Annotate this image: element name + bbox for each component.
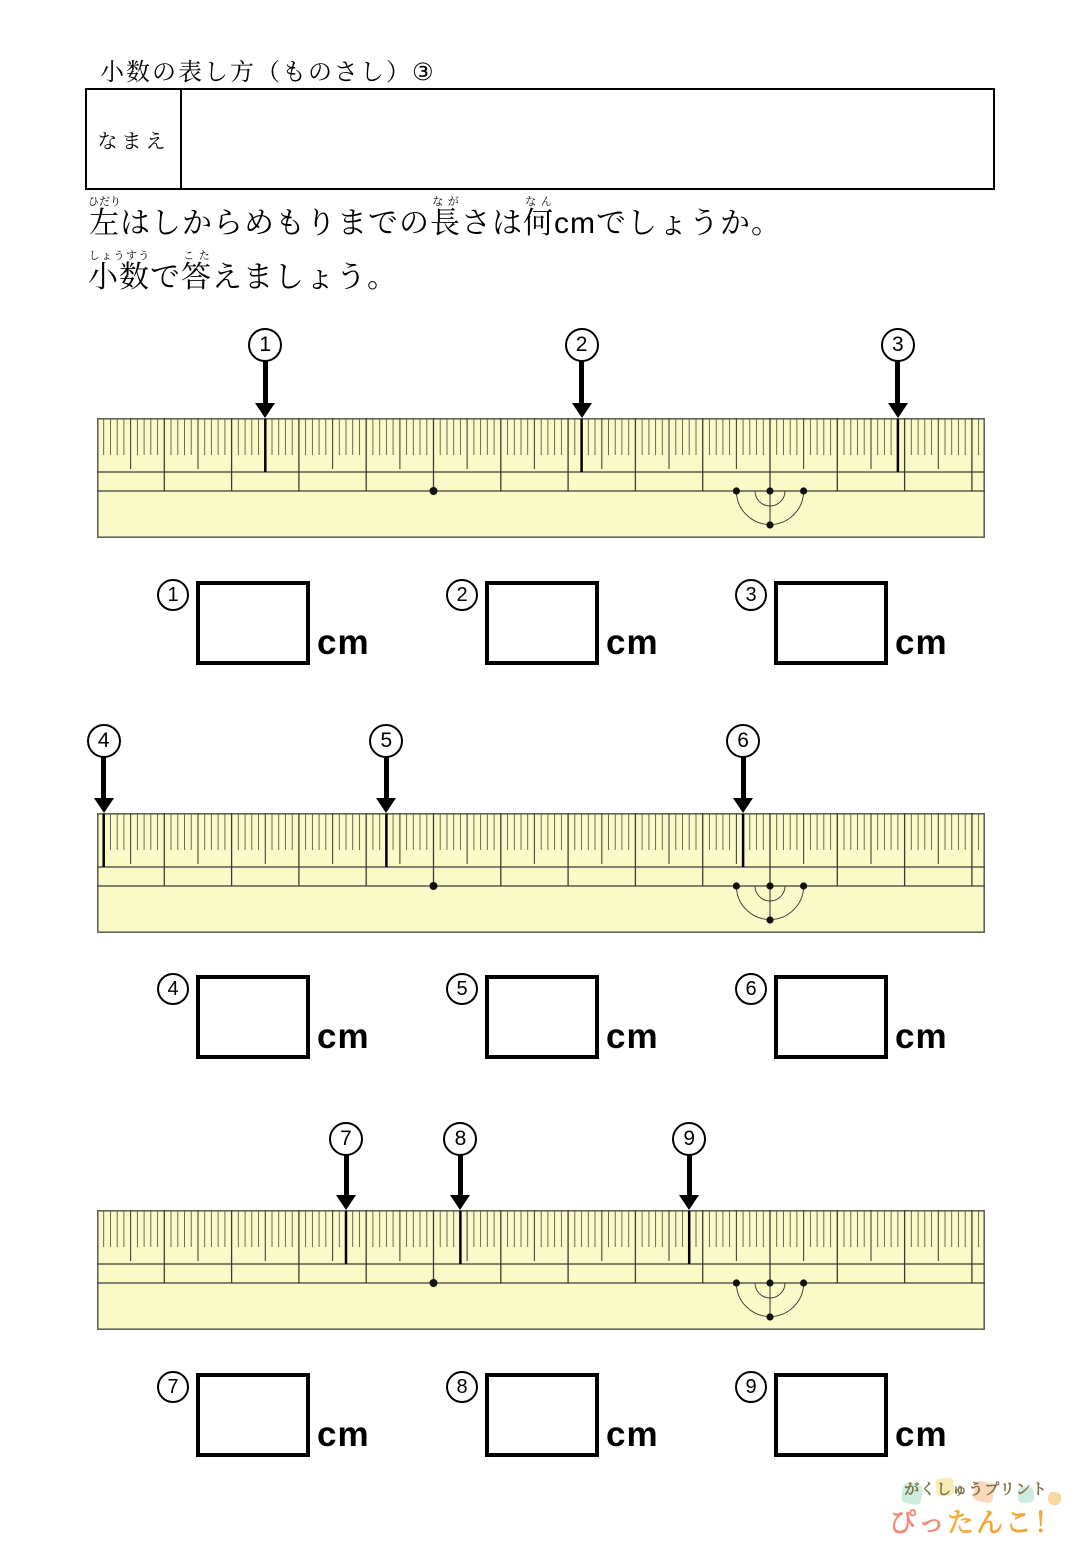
- marker-arrow-head: [733, 798, 753, 813]
- answer-label-7: 7: [157, 1371, 189, 1403]
- marker-label-8: 8: [443, 1122, 477, 1156]
- marker-arrow-head: [255, 403, 275, 418]
- marker-label-1: 1: [248, 328, 282, 362]
- answer-label-8: 8: [446, 1371, 478, 1403]
- instruction-line-1: 左ひだりはしからめもりまでの長ながさは何なんcmでしょうか。: [88, 196, 782, 240]
- answer-box-3[interactable]: [774, 581, 888, 665]
- brand-logo: [878, 1478, 1074, 1556]
- marker-label-6: 6: [726, 724, 760, 758]
- page-title: 小数の表し方（ものさし）③: [100, 59, 436, 86]
- marker-arrow-shaft: [384, 756, 389, 800]
- answer-unit-label: cm: [895, 1017, 948, 1056]
- ruby-base: 何なん: [523, 196, 554, 240]
- marker-arrow-head: [94, 798, 114, 813]
- marker-label-3: 3: [881, 328, 915, 362]
- name-box: [85, 88, 995, 190]
- answer-label-4: 4: [157, 973, 189, 1005]
- name-label: なまえ: [87, 90, 182, 188]
- marker-arrow-shaft: [579, 360, 584, 405]
- marker-arrow-head: [336, 1195, 356, 1210]
- logo-char: ！: [1034, 1508, 1063, 1538]
- answer-box-6[interactable]: [774, 975, 888, 1059]
- marker-arrow-shaft: [687, 1154, 692, 1197]
- answer-box-1[interactable]: [196, 581, 310, 665]
- answer-unit-label: cm: [606, 1415, 659, 1454]
- answer-unit-label: cm: [317, 1017, 370, 1056]
- answer-box-9[interactable]: [774, 1373, 888, 1457]
- marker-arrow-shaft: [741, 756, 746, 800]
- ruler-2: [97, 813, 985, 938]
- answer-label-2: 2: [446, 579, 478, 611]
- logo-char: た: [947, 1508, 976, 1538]
- name-input-area[interactable]: [182, 90, 993, 188]
- answer-label-3: 3: [735, 579, 767, 611]
- marker-arrow-shaft: [101, 756, 106, 800]
- answer-label-9: 9: [735, 1371, 767, 1403]
- marker-arrow-head: [376, 798, 396, 813]
- ruler-svg: [97, 418, 985, 538]
- logo-char: ぴ: [889, 1508, 918, 1538]
- marker-arrow-head: [450, 1195, 470, 1210]
- ruby-base: 左ひだり: [88, 196, 121, 240]
- logo-char: っ: [918, 1508, 947, 1538]
- logo-char: こ: [1005, 1508, 1034, 1538]
- answer-box-8[interactable]: [485, 1373, 599, 1457]
- answer-box-7[interactable]: [196, 1373, 310, 1457]
- ruler-svg: [97, 1210, 985, 1330]
- answer-unit-label: cm: [895, 623, 948, 662]
- marker-label-4: 4: [87, 724, 121, 758]
- ruby-base: 小数しょうすう: [88, 250, 150, 294]
- answer-unit-label: cm: [317, 623, 370, 662]
- marker-label-5: 5: [369, 724, 403, 758]
- brand-logo-text-main: [878, 1501, 1074, 1540]
- answer-unit-label: cm: [606, 1017, 659, 1056]
- logo-char: ん: [976, 1508, 1005, 1538]
- marker-arrow-shaft: [458, 1154, 463, 1197]
- marker-arrow-head: [888, 403, 908, 418]
- ruler-3: [97, 1210, 985, 1335]
- answer-unit-label: cm: [317, 1415, 370, 1454]
- answer-label-5: 5: [446, 973, 478, 1005]
- ruby-base: 長なが: [430, 196, 461, 240]
- marker-arrow-shaft: [895, 360, 900, 405]
- marker-label-9: 9: [672, 1122, 706, 1156]
- brand-logo-text-top: がくしゅうプリント: [904, 1481, 1048, 1498]
- answer-box-4[interactable]: [196, 975, 310, 1059]
- answer-label-6: 6: [735, 973, 767, 1005]
- answer-label-1: 1: [157, 579, 189, 611]
- answer-unit-label: cm: [606, 623, 659, 662]
- ruler-svg: [97, 813, 985, 933]
- instruction-line-2: 小数しょうすうで答こたえましょう。: [88, 250, 398, 294]
- answer-unit-label: cm: [895, 1415, 948, 1454]
- answer-box-2[interactable]: [485, 581, 599, 665]
- marker-label-2: 2: [565, 328, 599, 362]
- ruby-base: 答こた: [181, 250, 212, 294]
- marker-arrow-head: [679, 1195, 699, 1210]
- marker-arrow-shaft: [263, 360, 268, 405]
- answer-box-5[interactable]: [485, 975, 599, 1059]
- ruler-1: [97, 418, 985, 543]
- marker-arrow-shaft: [344, 1154, 349, 1197]
- marker-arrow-head: [572, 403, 592, 418]
- marker-label-7: 7: [329, 1122, 363, 1156]
